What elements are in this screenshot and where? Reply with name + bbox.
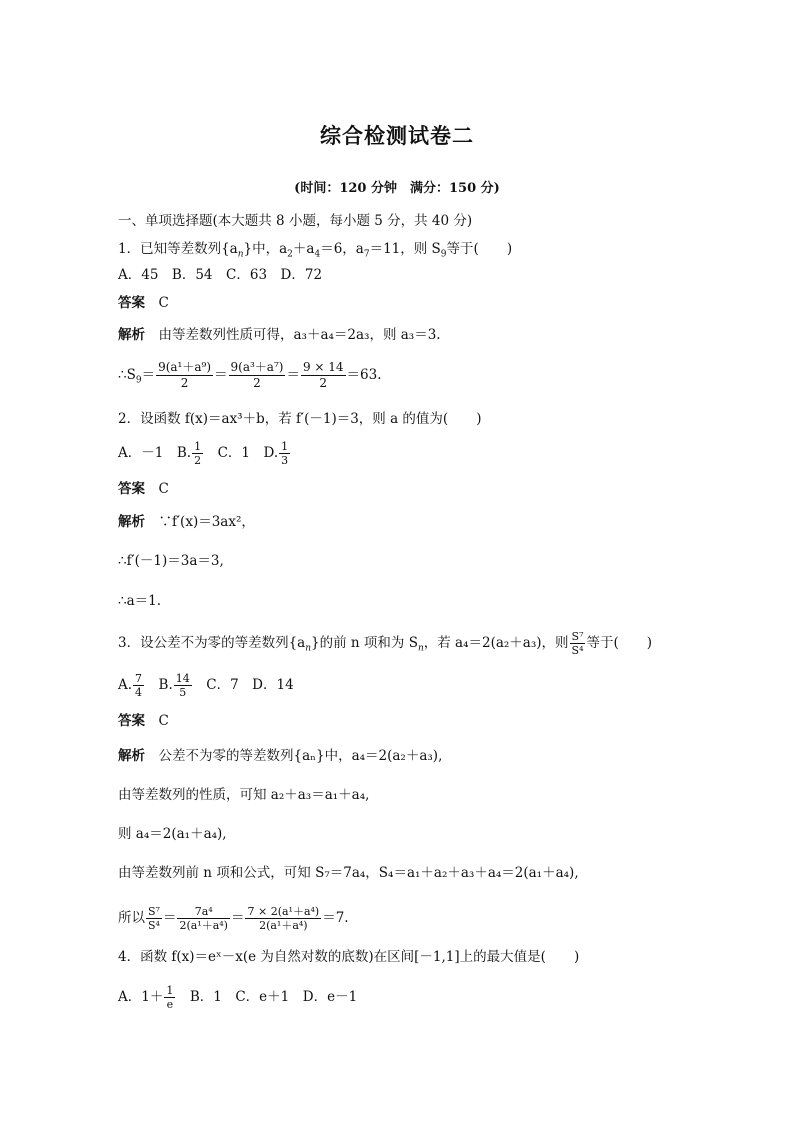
question-3-step-3: 由等差数列前 n 项和公式，可知 S₇＝7a₄，S₄＝a₁＋a₂＋a₃＋a₄＝2(a₁＋a₄), — [118, 865, 579, 881]
question-2-answer: 答案 C — [118, 481, 169, 497]
fraction: $\frac{\text{9(a¹＋a⁹)}}{2}$ — [158, 360, 212, 390]
question-2-options: A．－1 B. $\frac{1}{2}$ C．1 D. $\frac{1}{3}$ — [118, 440, 289, 467]
question-3-answer: 答案 C — [118, 713, 169, 729]
question-1-stem: 1．已知等差数列$\{a_n\}$中，$a_2+a_4=6$，$a_7=11$，则 $S_9$等于( ) — [118, 241, 513, 260]
page-title: 综合检测试卷二 — [320, 123, 474, 148]
section-heading: 一、单项选择题(本大题共 8 小题，每小题 5 分，共 40 分) — [118, 213, 473, 229]
exam-info: (时间：120 分钟 满分：150 分) — [294, 181, 500, 196]
question-2-analysis: 解析 ∵f′(x)＝3ax²， — [118, 514, 255, 530]
question-2-stem: 2．设函数 f(x)＝ax³＋b，若 f′(－1)＝3，则 a 的值为( ) — [118, 411, 482, 427]
question-2-step-1: ∴f′(－1)＝3a＝3, — [118, 553, 224, 569]
fraction: $\frac{\text{7 × 2(a¹＋a⁴)}}{\text{2(a¹＋a⁴)}}$ — [247, 905, 320, 932]
fraction: $\frac{7}{4}$ — [135, 672, 143, 699]
question-1-analysis: 解析 由等差数列性质可得，a₃＋a₄＝2a₃，则 a₃＝3. — [118, 327, 441, 343]
fraction: $\frac{\text{S⁷}}{\text{S⁴}}$ — [148, 905, 160, 932]
fraction: $\frac{14}{5}$ — [175, 672, 190, 699]
question-1-answer: 答案 C — [118, 295, 169, 311]
question-1-options: A．45 B．54 C．63 D．72 — [118, 267, 323, 283]
question-3-step-4: 所以 $\frac{\text{S⁷}}{\text{S⁴}}$ ＝ $\frac{\text{7a⁴}}{\text{2(a¹＋a⁴)}}$ ＝ $\frac{\text{7 × 2(a¹＋a⁴)}}{\text{2(a¹＋a⁴)}}$ ＝7. — [118, 905, 349, 932]
question-3-stem: 3．设公差不为零的等差数列$\{a_n\}$的前 n 项和为 $S_n$，若 a₄＝2(a₂＋a₃)，则 $\frac{\text{S⁷}}{\text{S⁴}}$ 等于( ) — [118, 630, 653, 657]
fraction: $\frac{1}{3}$ — [281, 440, 289, 467]
fraction: $\frac{9 \times 14}{2}$ — [302, 360, 344, 390]
fraction: $\frac{1}{2}$ — [194, 440, 202, 467]
question-4-options: A．1＋ $\frac{1}{e}$ B．1 C．e＋1 D．e－1 — [118, 984, 358, 1011]
question-4-stem: 4．函数 f(x)＝eˣ－x(e 为自然对数的底数)在区间[－1,1]上的最大值是( ) — [118, 949, 580, 965]
fraction: $\frac{\text{S⁷}}{\text{S⁴}}$ — [571, 630, 584, 657]
question-1-calculation: $\therefore S_9=$ $\frac{\text{9(a¹＋a⁹)}}{2}$ ＝ $\frac{\text{9(a³＋a⁷)}}{2}$ ＝ $\frac{9 \times 14}{2}$ ＝63. — [118, 360, 382, 390]
question-3-analysis: 解析 公差不为零的等差数列{aₙ}中，a₄＝2(a₂＋a₃), — [118, 748, 443, 764]
question-3-step-1: 由等差数列的性质，可知 a₂＋a₃＝a₁＋a₄, — [118, 787, 370, 803]
question-3-step-2: 则 a₄＝2(a₁＋a₄), — [118, 826, 227, 842]
fraction: $\frac{\text{7a⁴}}{\text{2(a¹＋a⁴)}}$ — [179, 905, 228, 932]
question-3-options: A. $\frac{7}{4}$ B. $\frac{14}{5}$ C．7 D．14 — [118, 672, 294, 699]
fraction: $\frac{\text{9(a³＋a⁷)}}{2}$ — [230, 360, 284, 390]
question-2-step-2: ∴a＝1. — [118, 593, 162, 609]
fraction: $\frac{1}{e}$ — [166, 984, 174, 1011]
